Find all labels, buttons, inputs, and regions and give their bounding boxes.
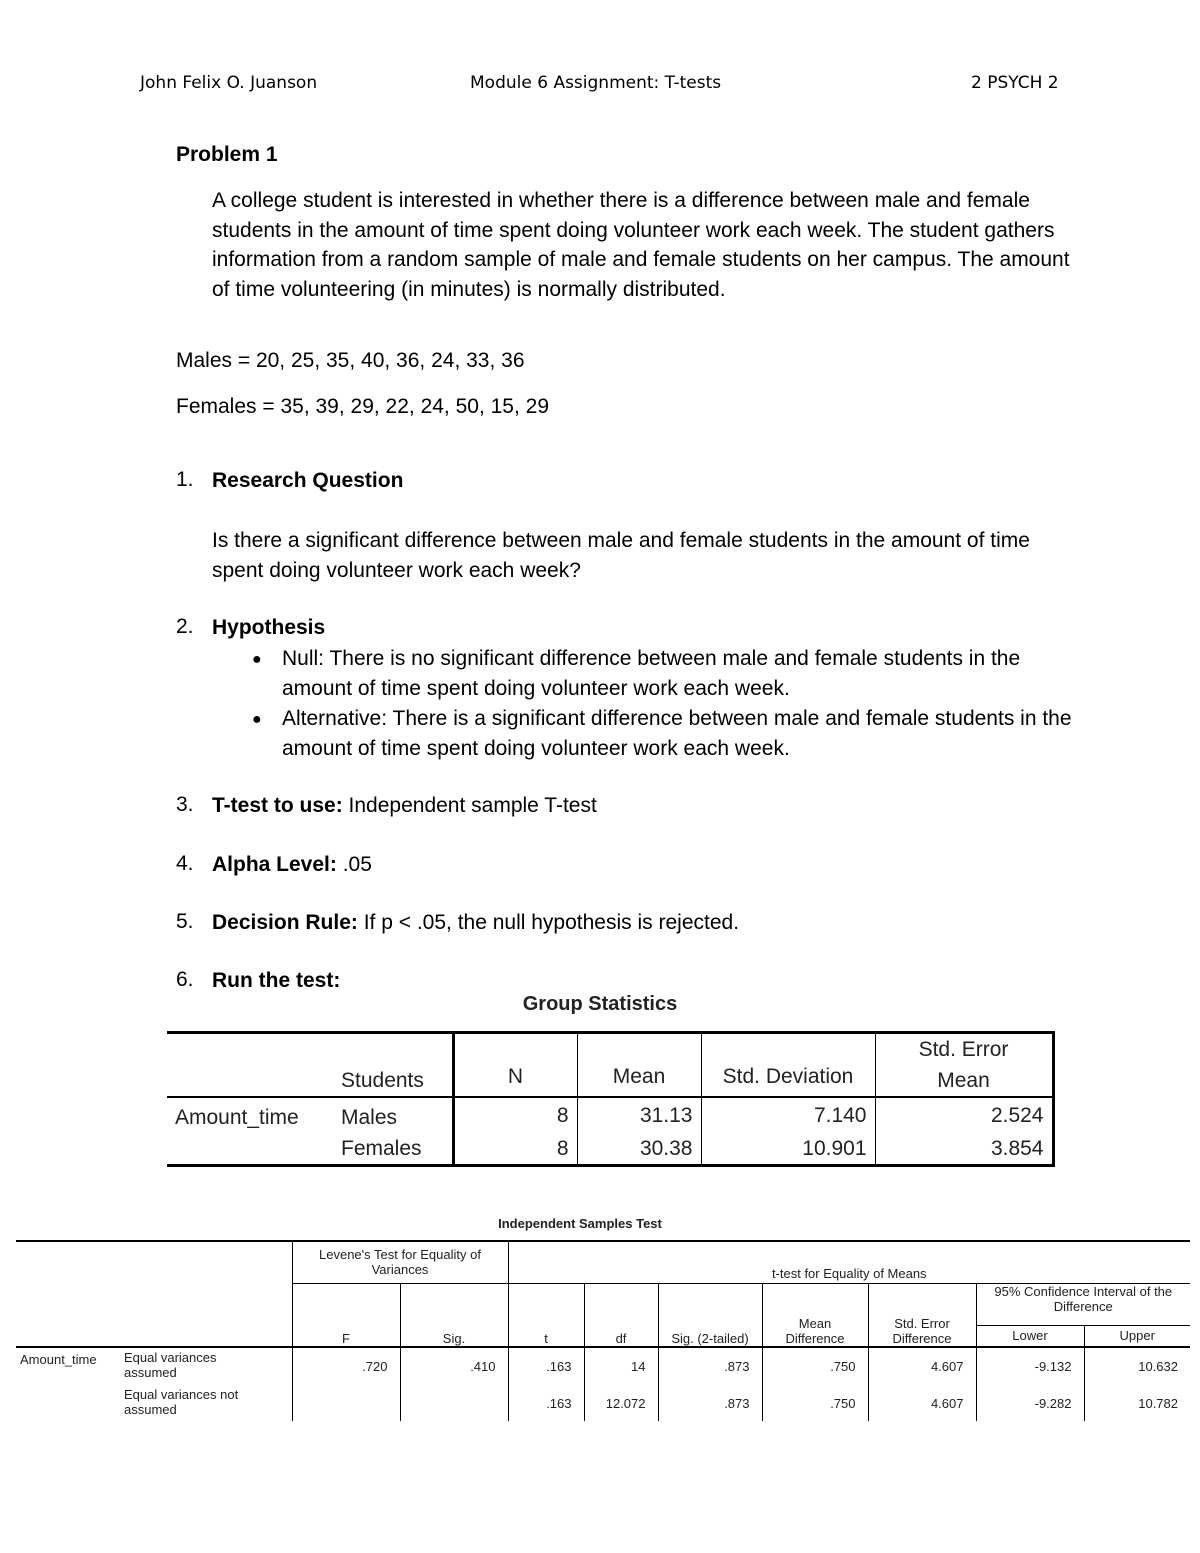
cell-sig-2tailed: .873 — [658, 1385, 762, 1421]
cell-mean: 31.13 — [577, 1097, 701, 1133]
table-row — [167, 1133, 1053, 1166]
header-title: Module 6 Assignment: T-tests — [470, 73, 722, 93]
header-sig: Sig. — [400, 1283, 508, 1347]
step-4-value: .05 — [342, 853, 372, 876]
males-data: Males = 20, 25, 35, 40, 36, 24, 33, 36 — [176, 349, 525, 372]
cell-f: .720 — [292, 1347, 400, 1385]
table-row — [167, 1097, 1053, 1133]
cell-df: 14 — [584, 1347, 658, 1385]
cell-t: .163 — [508, 1347, 584, 1385]
females-data: Females = 35, 39, 29, 22, 24, 50, 15, 29 — [176, 395, 550, 418]
step-number: 6. — [176, 968, 194, 991]
step-3: T-test to use: Independent sample T-test — [212, 794, 597, 817]
step-2-label: Hypothesis — [212, 616, 326, 639]
step-number: 4. — [176, 852, 194, 875]
header-se-1: Std. Error — [875, 1033, 1053, 1066]
cell-se: 2.524 — [875, 1097, 1053, 1133]
cell-se-diff: 4.607 — [868, 1347, 976, 1385]
variable-label: Amount_time — [175, 1105, 299, 1129]
step-5-label: Decision Rule — [212, 911, 351, 934]
group-stats-title: Group Statistics — [522, 993, 678, 1015]
cell-t: .163 — [508, 1385, 584, 1421]
header-se-2: Mean — [875, 1065, 1053, 1097]
problem-paragraph: A college student is interested in whether there is a difference between male and female students in the amount of time spent doing volunteer work each week. The student gathers information from a random sample of male and female students on her campus. The amount of time volunteering (in minutes) is normally distributed. — [212, 189, 1070, 301]
cell-lower: -9.282 — [976, 1385, 1084, 1421]
cell-lower: -9.132 — [976, 1347, 1084, 1385]
header-se-diff: Std. Error Difference — [868, 1283, 976, 1347]
cell-se: 3.854 — [875, 1133, 1053, 1166]
variable-label: Amount_time — [20, 1352, 97, 1367]
ttest-header: t-test for Equality of Means — [508, 1241, 1190, 1283]
step-4-label: Alpha Level — [212, 853, 330, 876]
step-number: 2. — [176, 615, 194, 638]
cell-mean-diff: .750 — [762, 1347, 868, 1385]
header-f: F — [292, 1283, 400, 1347]
header-sd: Std. Deviation — [701, 1065, 875, 1097]
ci-header: 95% Confidence Interval of the Difference — [976, 1283, 1190, 1325]
header-mean-diff: Mean Difference — [762, 1283, 868, 1347]
cell-sd: 10.901 — [701, 1133, 875, 1166]
cell-sig-2tailed: .873 — [658, 1347, 762, 1385]
bullet-icon: ● — [252, 651, 262, 668]
header-n: N — [453, 1065, 577, 1097]
cell-mean-diff: .750 — [762, 1385, 868, 1421]
cell-df: 12.072 — [584, 1385, 658, 1421]
cell-sig — [400, 1385, 508, 1421]
header-sig-2tailed: Sig. (2-tailed) — [658, 1283, 762, 1347]
cell-sig: .410 — [400, 1347, 508, 1385]
step-3-value: Independent sample T-test — [348, 794, 597, 817]
header-author: John Felix O. Juanson — [140, 73, 318, 93]
step-6: Run the test: — [212, 969, 341, 992]
row-label: Equal variances not assumed — [124, 1387, 239, 1417]
null-hypothesis: Null: There is no significant difference between male and female students in the amount of time spent doing volunteer work each week. — [282, 647, 1021, 700]
cell-upper: 10.632 — [1084, 1347, 1190, 1385]
step-number: 1. — [176, 468, 194, 491]
header-mean: Mean — [577, 1065, 701, 1097]
cell-sd: 7.140 — [701, 1097, 875, 1133]
cell-upper: 10.782 — [1084, 1385, 1190, 1421]
cell-n: 8 — [453, 1097, 577, 1133]
ist-title: Independent Samples Test — [498, 1216, 662, 1231]
header-df: df — [584, 1283, 658, 1347]
step-number: 5. — [176, 910, 194, 933]
group-label: Males — [333, 1097, 453, 1133]
step-6-label: Run the test — [212, 969, 334, 992]
header-lower: Lower — [976, 1325, 1084, 1347]
problem-heading: Problem 1 — [176, 143, 278, 166]
research-question: Is there a significant difference between male and female students in the amount of time spent doing volunteer work each week? — [212, 529, 1030, 582]
cell-mean: 30.38 — [577, 1133, 701, 1166]
step-1-label: Research Question — [212, 469, 404, 492]
bullet-icon: ● — [252, 711, 262, 728]
group-label: Females — [333, 1133, 453, 1166]
step-4: Alpha Level: .05 — [212, 853, 372, 876]
table-row — [16, 1347, 1190, 1385]
group-stats-table — [167, 1031, 1055, 1167]
table-row — [16, 1385, 1190, 1421]
header-section: 2 PSYCH 2 — [971, 73, 1059, 93]
row-label: Equal variances assumed — [124, 1350, 217, 1380]
cell-n: 8 — [453, 1133, 577, 1166]
cell-se-diff: 4.607 — [868, 1385, 976, 1421]
header-t: t — [508, 1283, 584, 1347]
header-students: Students — [333, 1065, 453, 1097]
alternative-hypothesis: Alternative: There is a significant difference between male and female students in the amount of time spent doing volunteer work each week. — [282, 707, 1072, 760]
independent-samples-table — [16, 1240, 1190, 1421]
step-5-value: If p < .05, the null hypothesis is rejected. — [363, 911, 740, 934]
step-number: 3. — [176, 793, 194, 816]
cell-f — [292, 1385, 400, 1421]
step-5: Decision Rule: If p < .05, the null hypothesis is rejected. — [212, 911, 740, 934]
header-upper: Upper — [1084, 1325, 1190, 1347]
levene-header: Levene's Test for Equality of Variances — [292, 1241, 508, 1283]
step-3-label: T-test to use — [212, 794, 336, 817]
